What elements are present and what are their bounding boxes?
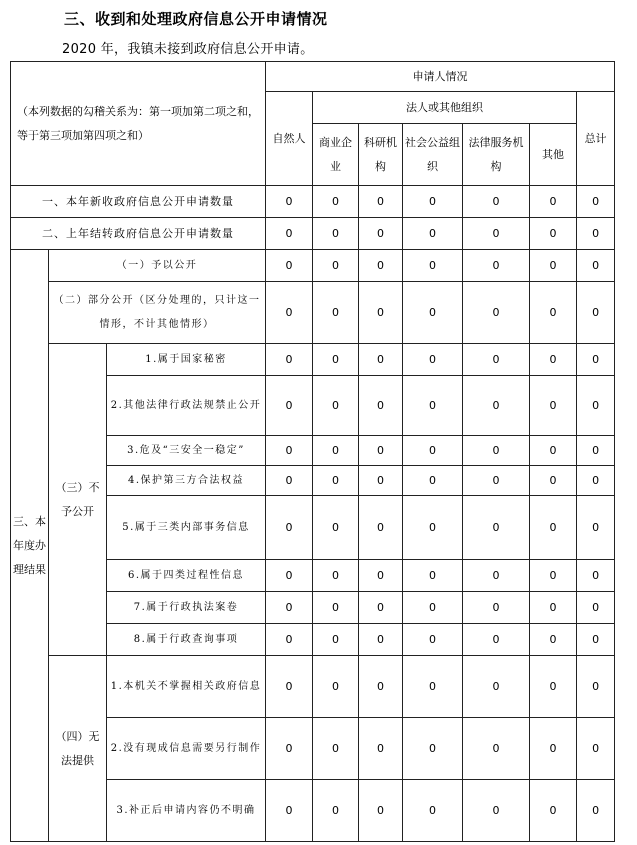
row-label: 4.保护第三方合法权益 [107,466,266,496]
value-cell: 0 [266,656,313,718]
applicant-situation-header: 申请人情况 [266,62,615,92]
value-cell: 0 [313,624,359,656]
value-cell: 0 [313,780,359,842]
value-cell: 0 [530,282,577,344]
table-row [11,250,615,282]
value-cell: 0 [530,560,577,592]
row-label: 6.属于四类过程性信息 [107,560,266,592]
value-cell: 0 [577,718,615,780]
value-cell: 0 [359,624,403,656]
value-cell: 0 [463,376,530,436]
value-cell: 0 [530,344,577,376]
value-cell: 0 [313,466,359,496]
value-cell: 0 [359,780,403,842]
value-cell: 0 [266,592,313,624]
value-cell: 0 [313,560,359,592]
value-cell: 0 [313,496,359,560]
value-cell: 0 [359,218,403,250]
value-cell: 0 [359,282,403,344]
value-cell: 0 [463,250,530,282]
value-cell: 0 [266,466,313,496]
row-label: 3.危及“三安全一稳定” [107,436,266,466]
value-cell: 0 [359,560,403,592]
table-row [11,282,615,344]
value-cell: 0 [266,718,313,780]
value-cell: 0 [403,282,463,344]
value-cell: 0 [266,496,313,560]
value-cell: 0 [463,624,530,656]
value-cell: 0 [530,656,577,718]
table-note: （本列数据的勾稽关系为：第一项加第二项之和，等于第三项加第四项之和） [11,62,266,186]
natural-person-header: 自然人 [266,92,313,186]
value-cell: 0 [403,376,463,436]
value-cell: 0 [530,218,577,250]
value-cell: 0 [359,186,403,218]
value-cell: 0 [530,592,577,624]
value-cell: 0 [266,250,313,282]
value-cell: 0 [403,592,463,624]
value-cell: 0 [266,436,313,466]
value-cell: 0 [530,496,577,560]
value-cell: 0 [577,466,615,496]
value-cell: 0 [403,218,463,250]
table-row [11,656,615,718]
value-cell: 0 [403,250,463,282]
row-label: 一、本年新收政府信息公开申请数量 [11,186,266,218]
value-cell: 0 [313,218,359,250]
value-cell: 0 [530,250,577,282]
value-cell: 0 [577,780,615,842]
value-cell: 0 [359,496,403,560]
value-cell: 0 [463,436,530,466]
value-cell: 0 [463,496,530,560]
value-cell: 0 [403,624,463,656]
value-cell: 0 [313,592,359,624]
value-cell: 0 [359,656,403,718]
value-cell: 0 [359,376,403,436]
value-cell: 0 [313,282,359,344]
row-label: 2.其他法律行政法规禁止公开 [107,376,266,436]
legal-persons-header: 法人或其他组织 [313,92,577,124]
row-label: 7.属于行政执法案卷 [107,592,266,624]
value-cell: 0 [313,436,359,466]
value-cell: 0 [463,186,530,218]
row-label: （二）部分公开（区分处理的，只计这一情形，不计其他情形） [49,282,266,344]
value-cell: 0 [463,560,530,592]
value-cell: 0 [463,466,530,496]
value-cell: 0 [463,344,530,376]
value-cell: 0 [530,624,577,656]
value-cell: 0 [577,250,615,282]
org-type-header: 法律服务机构 [463,124,530,186]
value-cell: 0 [266,624,313,656]
value-cell: 0 [577,560,615,592]
org-type-header: 社会公益组织 [403,124,463,186]
value-cell: 0 [359,436,403,466]
table-row [11,186,615,218]
value-cell: 0 [403,186,463,218]
value-cell: 0 [530,376,577,436]
row-label: 1.属于国家秘密 [107,344,266,376]
value-cell: 0 [266,344,313,376]
value-cell: 0 [577,496,615,560]
value-cell: 0 [403,560,463,592]
value-cell: 0 [530,466,577,496]
value-cell: 0 [403,466,463,496]
org-type-header: 科研机构 [359,124,403,186]
value-cell: 0 [530,186,577,218]
value-cell: 0 [577,186,615,218]
row-label: 1.本机关不掌握相关政府信息 [107,656,266,718]
value-cell: 0 [266,282,313,344]
value-cell: 0 [463,592,530,624]
value-cell: 0 [313,344,359,376]
value-cell: 0 [403,344,463,376]
value-cell: 0 [313,186,359,218]
intro-text: 2020 年，我镇未接到政府信息公开申请。 [62,42,314,57]
org-type-header: 商业企业 [313,124,359,186]
value-cell: 0 [359,592,403,624]
row-label: 8.属于行政查询事项 [107,624,266,656]
value-cell: 0 [313,376,359,436]
value-cell: 0 [359,718,403,780]
value-cell: 0 [266,560,313,592]
value-cell: 0 [577,344,615,376]
value-cell: 0 [266,186,313,218]
value-cell: 0 [359,250,403,282]
value-cell: 0 [463,780,530,842]
value-cell: 0 [530,718,577,780]
value-cell: 0 [530,780,577,842]
value-cell: 0 [403,656,463,718]
org-type-header: 其他 [530,124,577,186]
value-cell: 0 [313,656,359,718]
value-cell: 0 [463,656,530,718]
row-label: （一）予以公开 [49,250,266,282]
value-cell: 0 [266,376,313,436]
value-cell: 0 [266,780,313,842]
value-cell: 0 [577,376,615,436]
value-cell: 0 [403,436,463,466]
value-cell: 0 [577,592,615,624]
total-header: 总计 [577,92,615,186]
value-cell: 0 [313,250,359,282]
value-cell: 0 [463,218,530,250]
value-cell: 0 [403,780,463,842]
group3-label: （三）不予公开 [49,344,107,656]
value-cell: 0 [577,436,615,466]
header-row [11,62,615,92]
row-label: 5.属于三类内部事务信息 [107,496,266,560]
value-cell: 0 [530,436,577,466]
value-cell: 0 [463,718,530,780]
value-cell: 0 [577,624,615,656]
value-cell: 0 [359,344,403,376]
application-table [10,61,615,842]
value-cell: 0 [577,218,615,250]
section-heading: 三、收到和处理政府信息公开申请情况 [64,10,328,28]
section3-label: 三、本年度办理结果 [11,250,49,842]
row-label: 3.补正后申请内容仍不明确 [107,780,266,842]
value-cell: 0 [266,218,313,250]
table-row [11,344,615,376]
table-row [11,218,615,250]
value-cell: 0 [313,718,359,780]
value-cell: 0 [577,282,615,344]
row-label: 二、上年结转政府信息公开申请数量 [11,218,266,250]
value-cell: 0 [359,466,403,496]
value-cell: 0 [403,496,463,560]
value-cell: 0 [577,656,615,718]
value-cell: 0 [463,282,530,344]
row-label: 2.没有现成信息需要另行制作 [107,718,266,780]
value-cell: 0 [403,718,463,780]
group4-label: （四）无法提供 [49,656,107,842]
